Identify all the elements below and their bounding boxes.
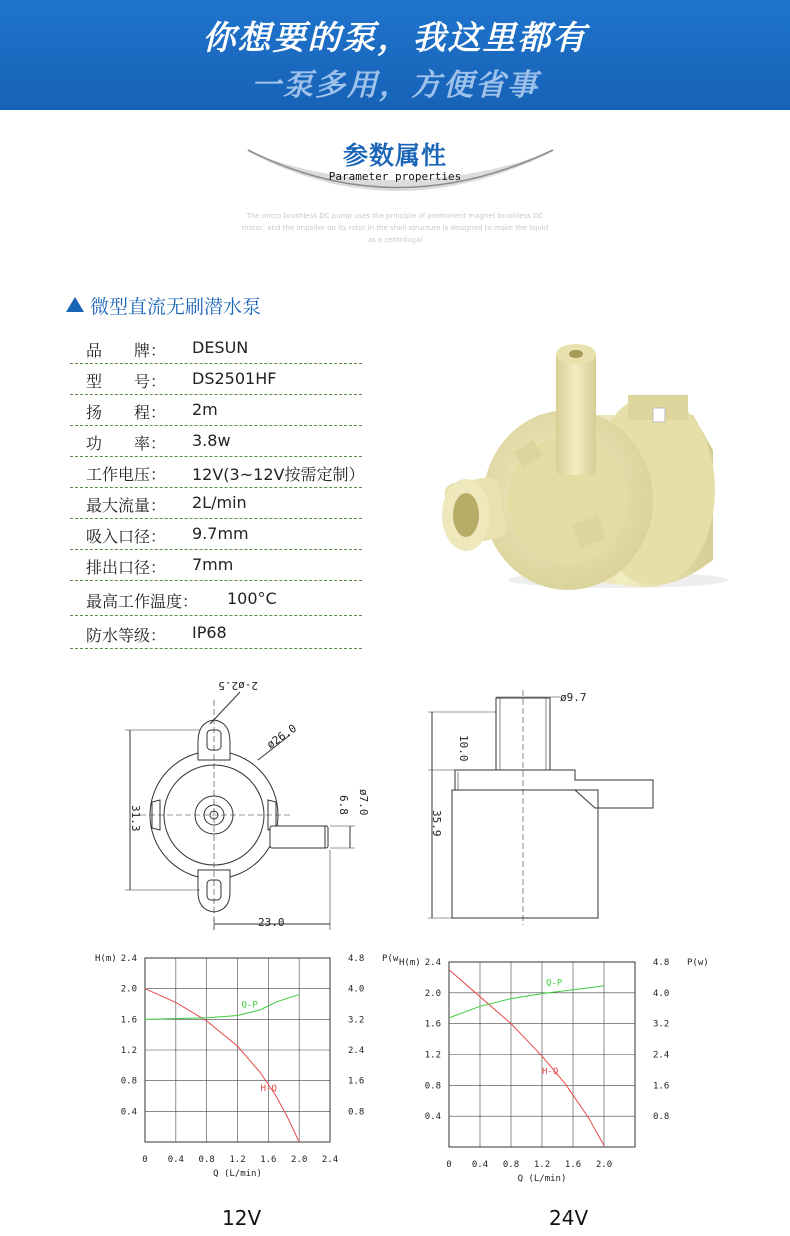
- y2-tick-label: 2.4: [348, 1046, 365, 1056]
- x-tick-label: 1.2: [229, 1155, 246, 1165]
- y-axis-label: H(m): [399, 958, 421, 968]
- spec-value: 12V(3~12V按需定制）: [192, 465, 365, 484]
- spec-key: 功 率：: [86, 434, 167, 453]
- x-tick-label: 1.2: [533, 1160, 551, 1170]
- series-line-h-q: [145, 989, 299, 1142]
- y-tick-label: 1.2: [120, 1046, 137, 1056]
- y2-tick-label: 1.6: [653, 1081, 670, 1092]
- spec-key: 扬 程：: [86, 403, 167, 422]
- y2-tick-label: 2.4: [653, 1050, 670, 1061]
- x-tick-label: 0: [446, 1160, 452, 1170]
- y-tick-label: 2.0: [424, 988, 441, 999]
- series-line-q-p: [145, 994, 299, 1019]
- y2-tick-label: 4.0: [653, 988, 670, 999]
- chart-12v: [95, 954, 399, 1179]
- dim-total-height: 35.9: [430, 810, 443, 837]
- x-tick-label: 0.8: [502, 1160, 520, 1170]
- spec-key: 工作电压：: [86, 465, 167, 484]
- y2-tick-label: 3.2: [653, 1019, 670, 1030]
- dim-outlet-inner: 6.8: [337, 795, 350, 815]
- spec-value: DESUN: [192, 338, 249, 357]
- dim-mount-hole: 2-ø2.5: [218, 679, 258, 692]
- x-tick-label: 2.0: [291, 1155, 308, 1165]
- y2-tick-label: 3.2: [348, 1015, 365, 1026]
- spec-key: 型 号：: [86, 372, 167, 391]
- y2-tick-label: 4.0: [348, 984, 365, 995]
- y-tick-label: 1.6: [120, 1015, 137, 1026]
- series-line-q-p: [449, 986, 604, 1018]
- spec-value: 2m: [192, 400, 218, 419]
- y2-axis-label: P(w): [687, 958, 709, 968]
- x-axis-label: Q (L/min): [213, 1169, 262, 1179]
- x-tick-label: 1.6: [564, 1160, 582, 1170]
- spec-value: IP68: [192, 623, 227, 642]
- y2-tick-label: 0.8: [653, 1112, 670, 1123]
- y-tick-label: 0.4: [424, 1112, 441, 1123]
- y-tick-label: 1.2: [424, 1050, 441, 1061]
- y2-tick-label: 4.8: [348, 954, 365, 964]
- series-label-q-p: Q-P: [241, 1000, 258, 1011]
- dim-front-width: 23.0: [258, 916, 285, 929]
- x-tick-label: 0.4: [471, 1160, 489, 1170]
- series-label-h-q: H-Q: [542, 1067, 559, 1078]
- dim-outlet-diameter: ø7.0: [357, 789, 370, 816]
- y2-tick-label: 1.6: [348, 1076, 365, 1087]
- x-tick-label: 1.6: [260, 1155, 277, 1165]
- x-tick-label: 0: [142, 1155, 148, 1165]
- section-title: 参数属性: [342, 141, 447, 170]
- y-axis-label: H(m): [95, 954, 117, 964]
- dim-inlet-height: 10.0: [457, 735, 470, 762]
- chart-caption-24v: 24V: [549, 1206, 589, 1230]
- y-tick-label: 2.4: [424, 958, 441, 968]
- spec-key: 最大流量：: [86, 496, 167, 515]
- spec-value: 7mm: [192, 555, 234, 574]
- spec-value: 9.7mm: [192, 524, 249, 543]
- banner-headline: 你想要的泵，我这里都有: [202, 18, 588, 57]
- chart-24v: [399, 958, 709, 1184]
- spec-key: 最高工作温度：: [86, 592, 199, 611]
- series-label-q-p: Q-P: [546, 978, 563, 989]
- dim-inlet-diameter: ø9.7: [560, 691, 587, 704]
- chart-caption-12v: 12V: [222, 1206, 262, 1230]
- dim-front-height: 31.3: [129, 805, 142, 832]
- y-tick-label: 2.4: [120, 954, 137, 964]
- spec-key: 防水等级：: [86, 626, 167, 645]
- series-label-h-q: H-Q: [260, 1084, 277, 1094]
- x-tick-label: 0.4: [167, 1155, 184, 1165]
- y-tick-label: 0.4: [120, 1107, 137, 1118]
- y-tick-label: 0.8: [424, 1081, 441, 1092]
- banner-subheadline: 一泵多用，方便省事: [251, 68, 539, 103]
- section-subtitle: Parameter properties: [328, 170, 462, 183]
- x-tick-label: 2.0: [595, 1160, 613, 1170]
- spec-value: DS2501HF: [192, 369, 277, 388]
- y2-tick-label: 0.8: [348, 1107, 365, 1118]
- y2-axis-label: P(w: [382, 954, 399, 964]
- spec-key: 排出口径：: [86, 558, 167, 577]
- y2-tick-label: 4.8: [653, 958, 670, 968]
- x-axis-label: Q (L/min): [517, 1174, 567, 1184]
- y-tick-label: 0.8: [120, 1076, 137, 1087]
- section-description: The micro brushless DC pump uses the principle of permanent magnet brushless DC motor, and the impeller on its rotor,in the shell structure is designed to make the liquid as a centrifugal: [241, 212, 549, 244]
- spec-value: 2L/min: [192, 493, 247, 512]
- x-tick-label: 0.8: [198, 1155, 215, 1165]
- x-tick-label: 2.4: [321, 1155, 339, 1165]
- spec-key: 品 牌：: [86, 341, 167, 360]
- spec-value: 3.8w: [192, 431, 231, 450]
- y-tick-label: 1.6: [424, 1019, 441, 1030]
- dim-body-diameter: ø26.0: [264, 721, 300, 752]
- y-tick-label: 2.0: [120, 984, 137, 995]
- spec-value: 100°C: [227, 589, 277, 608]
- spec-key: 吸入口径：: [86, 527, 167, 546]
- product-title-text: 微型直流无刷潜水泵: [90, 296, 262, 318]
